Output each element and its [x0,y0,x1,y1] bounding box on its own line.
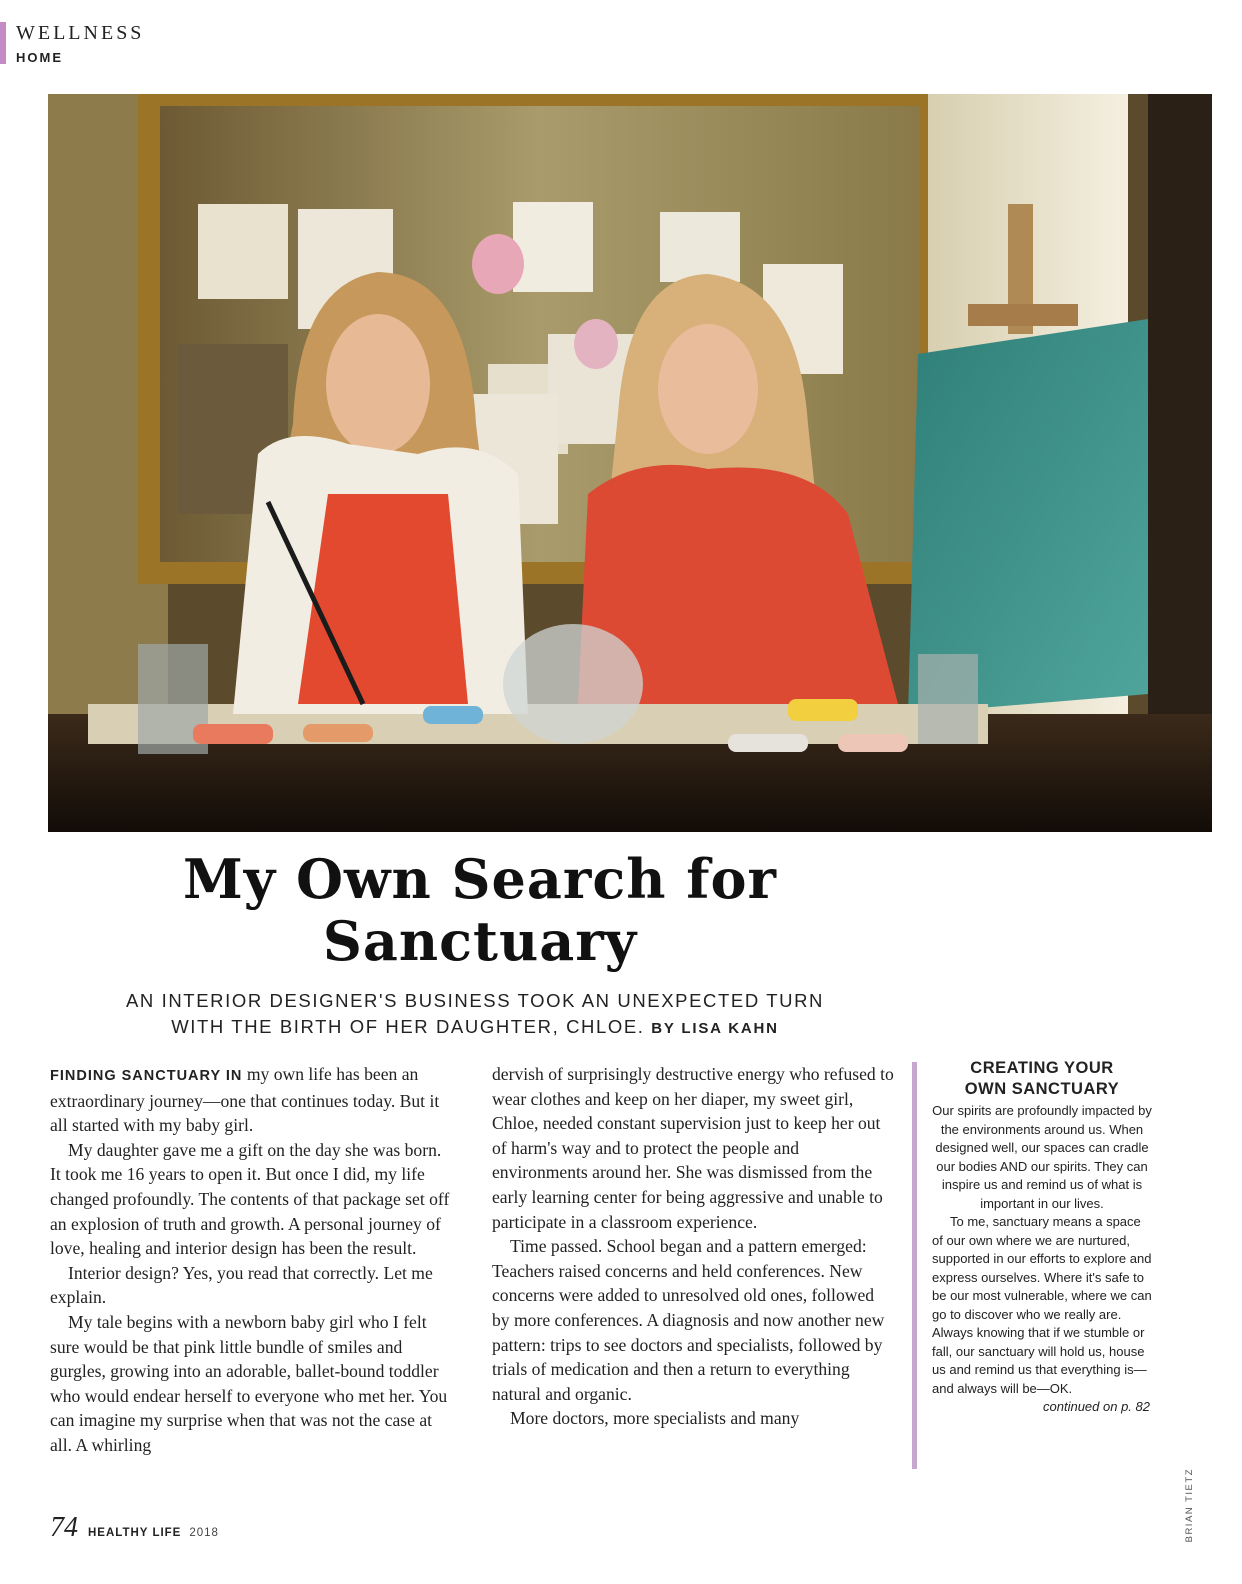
sidebar-rule [912,1062,917,1469]
photo-credit [1184,1468,1198,1548]
sidebar-box [932,1058,1152,1416]
page-number: 74 [50,1512,78,1543]
dek-line-2-text: WITH THE BIRTH OF HER DAUGHTER, CHLOE. [171,1016,645,1037]
photo-illustration [48,94,1212,832]
paragraph: dervish of surprisingly destructive energy who refused to wear clothes and keep on her diaper, my sweet girl, Chloe, needed constant supervision just to keep her out of harm's way and to protect the people and environments around her. She was dismissed from the early learning center for being aggressive and unable to participate in a classroom experience. [492,1064,894,1232]
paragraph: My daughter gave me a gift on the day she was born. It took me 16 years to open it. But once I did, my life changed profoundly. The contents of that package set off an explosion of truth and growth. A personal journey of love, healing and interior design has been the result. [50,1139,450,1259]
sidebar-paragraph: To me, sanctuary means a space of our own where we are nurtured, supported in our efforts to explore and express ourselves. Where it's safe to be our most vulnerable, where we can go to discover who we really are. Always knowing that if we stumble or fall, our sanctuary will hold us, house us and remind us that everything is—and always will be—OK. [932,1214,1152,1396]
paragraph: Interior design? Yes, you read that correctly. Let me explain. [50,1262,433,1308]
lead-in: FINDING SANCTUARY IN [50,1068,243,1084]
sidebar-paragraph: Our spirits are profoundly impacted by the environments around us. When designed well, our spaces can cradle our bodies AND our spirits. They can inspire us and remind us of what is important in our lives. [932,1103,1152,1211]
sidebar-title-line-2: OWN SANCTUARY [964,1080,1120,1098]
headline-line-1: My Own Search for [183,847,777,911]
section-sub: HOME [16,50,63,65]
sidebar-title [932,1058,1152,1100]
body-column-1 [50,1062,454,1458]
dek-line-1: AN INTERIOR DESIGNER'S BUSINESS TOOK AN UNEXPECTED TURN [125,990,825,1011]
continued-link[interactable]: continued on p. 82 [1043,1399,1150,1414]
dek-line-2 [90,1014,860,1042]
paragraph-text: my own life has been an extraordinary journey—one that continues today. But it all started with my baby girl. [50,1064,440,1136]
photo-credit-text: BRIAN TIETZ [1184,1468,1195,1543]
section-tag [0,12,200,65]
magazine-name: HEALTHY LIFE [88,1527,182,1539]
sidebar-title-line-1: CREATING YOUR [970,1059,1114,1077]
paragraph: Time passed. School began and a pattern emerged: Teachers raised concerns and held conferences. New concerns were added to unresolved old ones, followed by more conferences. A diagnosis and now another new pattern: trips to see doctors and specialists, followed by trials of medication and then a return to everything natural and organic. [492,1236,885,1404]
article-dek [90,988,860,1042]
section-kicker: WELLNESS [16,22,145,44]
photo-caption: Chloe painting in her sanctuary with Lisa [1042,880,1241,909]
article-headline [100,848,860,972]
byline: BY LISA KAHN [651,1020,779,1037]
body-column-2 [492,1062,896,1431]
paragraph [50,1062,454,1138]
paragraph: My tale begins with a newborn baby girl who I felt sure would be that pink little bundle of smiles and gurgles, growing into an adorable, ballet-bound toddler who would endear herself to everyone who met her. You can imagine my surprise when that was not the case at all. A whirling [50,1311,448,1455]
headline-line-2: Sanctuary [322,909,638,973]
paragraph: More doctors, more specialists and many [510,1408,800,1429]
section-bar [0,22,6,64]
page-folio [50,1512,219,1544]
issue-year: 2018 [189,1527,219,1539]
